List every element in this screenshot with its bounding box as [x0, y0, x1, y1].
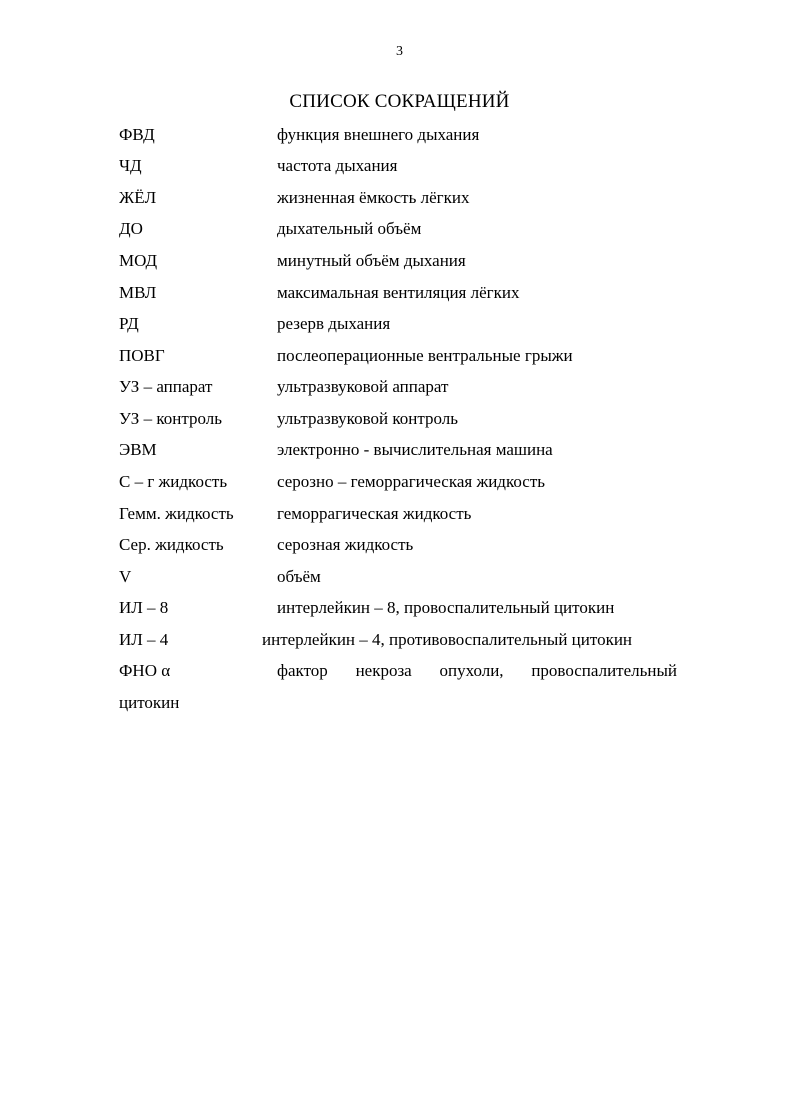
abbreviation: МОД: [119, 251, 158, 270]
list-item: [0, 373, 799, 401]
list-item: [0, 626, 799, 654]
list-item: [0, 436, 799, 464]
list-item: [0, 121, 799, 149]
abbreviation: V: [119, 567, 132, 586]
definition: электронно - вычислительная машина: [277, 440, 553, 459]
abbreviation: МВЛ: [119, 283, 157, 302]
definition: интерлейкин – 8, провоспалительный цитокин: [277, 598, 615, 617]
definition: серозная жидкость: [277, 535, 414, 554]
list-item: [0, 247, 799, 275]
definition: минутный объём дыхания: [277, 251, 466, 270]
list-item: [0, 563, 799, 591]
list-item: [0, 405, 799, 433]
abbreviation: ИЛ – 8: [119, 598, 169, 617]
abbreviation: ИЛ – 4: [119, 630, 169, 649]
abbreviation: ЭВМ: [119, 440, 157, 459]
definition: резерв дыхания: [277, 314, 391, 333]
definition: интерлейкин – 4, противовоспалительный цитокин: [262, 630, 633, 649]
definition: функция внешнего дыхания: [277, 125, 480, 144]
list-item: [0, 310, 799, 338]
definition: ультразвуковой контроль: [277, 409, 458, 428]
definition: максимальная вентиляция лёгких: [277, 283, 520, 302]
list-item: [0, 184, 799, 212]
list-item: [0, 215, 799, 243]
abbreviation: РД: [119, 314, 139, 333]
definition: частота дыхания: [277, 156, 398, 175]
list-item: [0, 594, 799, 622]
definition: ультразвуковой аппарат: [277, 377, 449, 396]
list-item: [0, 279, 799, 307]
abbreviation: УЗ – контроль: [119, 409, 222, 428]
page-number: 3: [396, 44, 403, 59]
page-title: СПИСОК СОКРАЩЕНИЙ: [289, 91, 510, 112]
definition: дыхательный объём: [277, 219, 422, 238]
list-item: [0, 342, 799, 370]
abbreviation: ЖЁЛ: [119, 188, 157, 207]
definition: серозно – геморрагическая жидкость: [277, 472, 545, 491]
abbreviation: ЧД: [119, 156, 142, 175]
definition: объём: [277, 567, 321, 586]
list-item: [0, 500, 799, 528]
definition: фактор некроза опухоли, провоспалительный: [277, 661, 677, 680]
list-item: [0, 468, 799, 496]
abbreviation: Сер. жидкость: [119, 535, 224, 554]
list-item: [0, 152, 799, 180]
definition: геморрагическая жидкость: [277, 504, 472, 523]
abbreviation: ФНО α: [119, 661, 171, 680]
abbreviation: ПОВГ: [119, 346, 165, 365]
abbreviation: ФВД: [119, 125, 155, 144]
list-item: [0, 531, 799, 559]
list-item: [0, 657, 799, 685]
definition: жизненная ёмкость лёгких: [277, 188, 470, 207]
definition: послеоперационные вентральные грыжи: [277, 346, 573, 365]
abbreviation: С – г жидкость: [119, 472, 228, 491]
definition-continuation: цитокин: [119, 693, 180, 712]
abbreviation: УЗ – аппарат: [119, 377, 213, 396]
abbreviation: ДО: [119, 219, 143, 238]
abbreviation: Гемм. жидкость: [119, 504, 234, 523]
